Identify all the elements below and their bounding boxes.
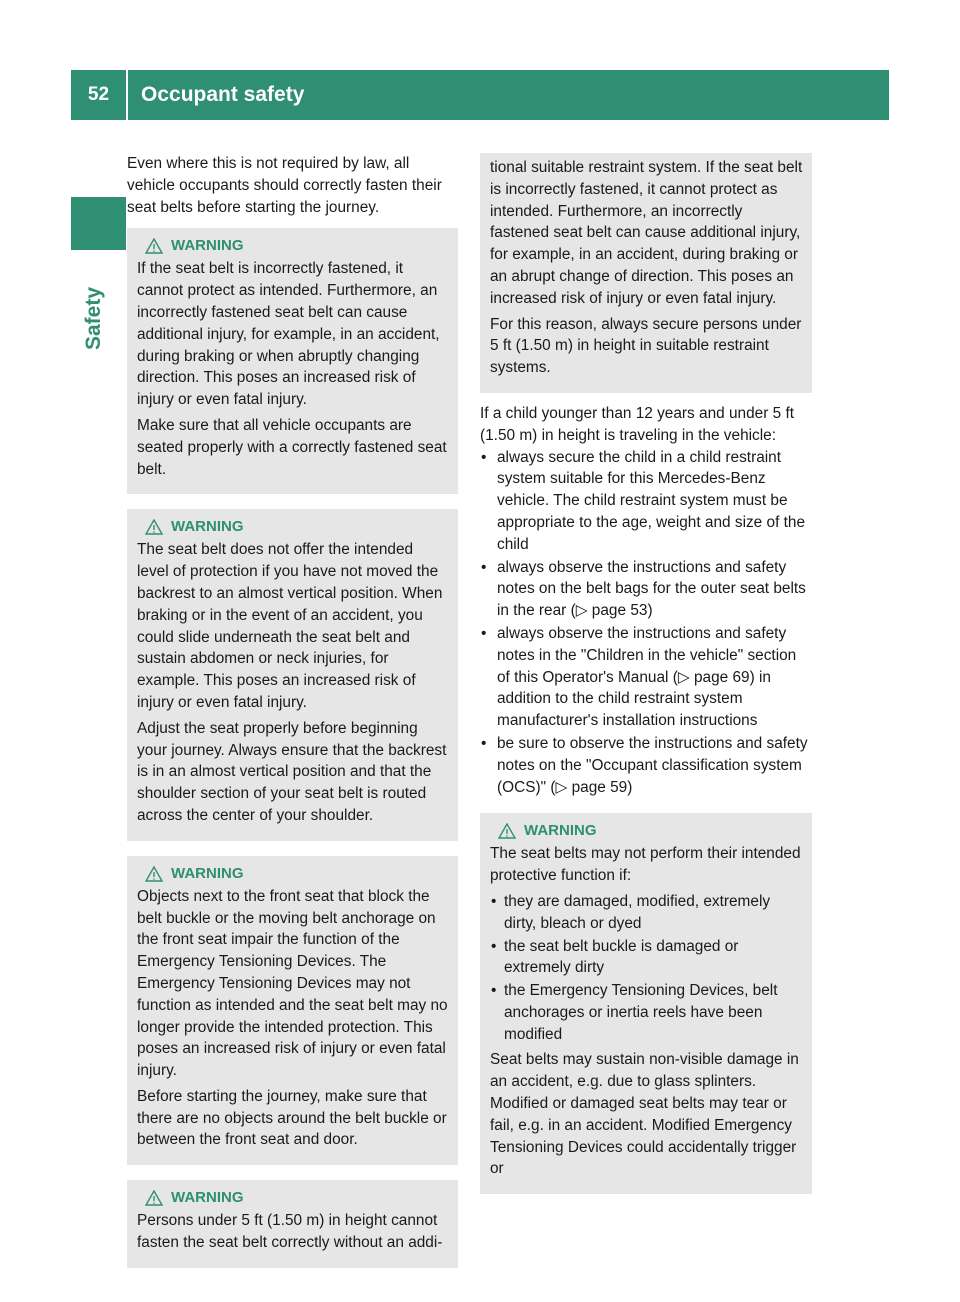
warning-text: The seat belt does not offer the intended level of protection if you have not moved the backrest to an almost vertical position. When braking or in the event of an accident, you could slide underneath the seat belt and sustain abdomen or neck injuries, for example. This poses an increased risk of injury or even fatal injury. [137,541,443,711]
warning-heading [145,864,449,884]
warning-text: Seat belts may sustain non-visible damage in an accident, e.g. due to glass splinters. Modified or damaged seat belts may tear or fail, e.g. in an accident. Modified Emergency Tensioning Devices could accidentally trigger or [490,1051,799,1178]
warning-text: For this reason, always secure persons under 5 ft (1.50 m) in height in suitable restraint systems. [490,315,802,377]
intro-paragraph: Even where this is not required by law, all vehicle occupants should correctly fasten their seat belts before starting the journey. [127,155,442,216]
warning-bullet-list [490,891,803,1046]
child-intro-paragraph: If a child younger than 12 years and under 5 ft (1.50 m) in height is traveling in the vehicle: [480,404,795,444]
warning-triangle-icon [145,866,163,882]
list-item: • the seat belt buckle is damaged or extremely dirty [490,936,803,980]
section-tab-block [71,197,126,250]
list-item: • always secure the child in a child restraint system suitable for this Mercedes-Benz vehicle. The child restraint system must be appropriate to the age, weight and size of the child [480,447,812,556]
warning-box-3 [127,856,458,1166]
warning-box-2 [127,509,458,840]
warning-heading [145,1188,449,1208]
warning-triangle-icon [145,519,163,535]
warning-text: Objects next to the front seat that block the belt buckle or the moving belt anchorage on the front seat impair the function of the Emergency Tensioning Devices. The Emergency Tensioning Devices may not function as intended and the seat belt may no longer provide the intended protection. This poses an increased risk of injury or even fatal injury. [137,887,448,1080]
warning-text: Adjust the seat properly before beginning your journey. Always ensure that the backrest is in an almost vertical position and that the shoulder section of your seat belt is routed across the center of your shoulder. [137,719,447,824]
right-column [480,153,812,1209]
page-number: 52 [87,84,110,105]
warning-box-continued [480,153,812,393]
warning-box-5 [480,813,812,1194]
warning-label: WARNING [171,864,244,882]
warning-box-1 [127,228,458,494]
warning-label: WARNING [171,1189,244,1207]
list-item: • they are damaged, modified, extremely dirty, bleach or dyed [490,891,803,935]
warning-heading [145,517,449,537]
warning-heading [498,821,803,841]
list-item: • always observe the instructions and safety notes in the "Children in the vehicle" section of this Operator's Manual (▷ page 69) in addition to the child restraint system manufacturer's installation instructions [480,623,812,732]
list-item: • the Emergency Tensioning Devices, belt anchorages or inertia reels have been modified [490,980,803,1045]
warning-text: tional suitable restraint system. If the seat belt is incorrectly fastened, it cannot protect as intended. Furthermore, an incorrectly fastened seat belt can cause additional injury, for example, in an accident, during braking or an abrupt change of direction. This poses an increased risk of injury or even fatal injury. [490,159,803,307]
warning-text: The seat belts may not perform their intended protective function if: [490,845,801,885]
warning-label: WARNING [171,518,244,536]
warning-text: Make sure that all vehicle occupants are seated properly with a correctly fastened seat belt. [137,416,447,478]
page-title: Occupant safety [141,83,305,106]
warning-box-4 [127,1180,458,1268]
list-item: • always observe the instructions and safety notes on the belt bags for the outer seat belts in the rear (▷ page 53) [480,557,812,622]
left-column [127,153,458,1283]
warning-triangle-icon [145,238,163,254]
section-tab-label: Safety [82,286,105,350]
warning-text: Persons under 5 ft (1.50 m) in height cannot fasten the seat belt correctly without an addi- [137,1212,443,1252]
warning-label: WARNING [524,822,597,840]
child-bullet-list [480,447,812,799]
warning-label: WARNING [171,237,244,255]
header-divider [126,70,128,120]
warning-triangle-icon [145,1190,163,1206]
warning-text: Before starting the journey, make sure that there are no objects around the belt buckle or between the front seat and door. [137,1087,447,1149]
warning-triangle-icon [498,823,516,839]
list-item: • be sure to observe the instructions and safety notes on the "Occupant classification system (OCS)" (▷ page 59) [480,733,812,798]
warning-heading [145,236,449,256]
warning-text: If the seat belt is incorrectly fastened, it cannot protect as intended. Furthermore, an incorrectly fastened seat belt can cause additional injury, for example, in an accident, during braking or when abruptly changing direction. This poses an increased risk of injury or even fatal injury. [137,260,440,409]
